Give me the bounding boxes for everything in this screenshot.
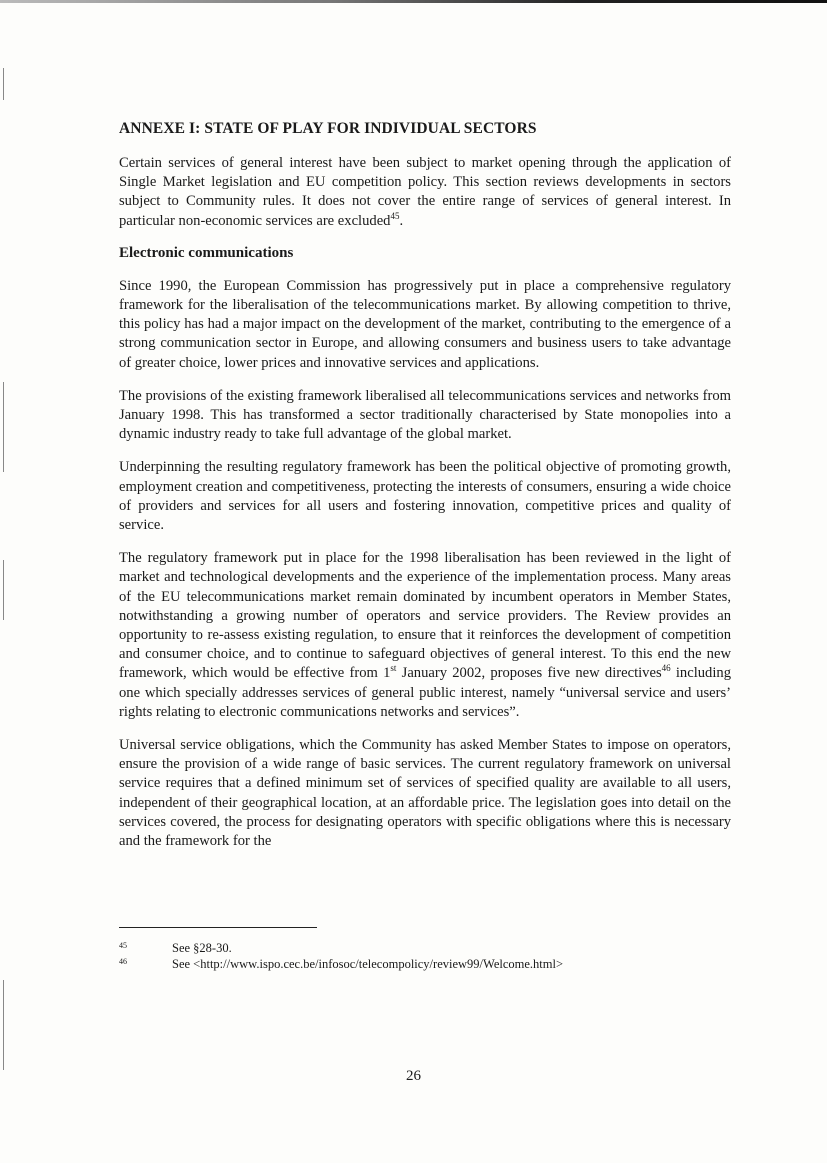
footnote-ref-46: 46 <box>661 663 671 674</box>
superscript-st: st <box>390 663 397 674</box>
intro-tail: . <box>399 212 404 229</box>
review-text-2: January 2002, proposes five new directives <box>396 665 662 682</box>
section-heading: Electronic communications <box>119 244 294 261</box>
page-number: 26 <box>406 1068 421 1084</box>
footnote <box>119 940 679 956</box>
footnotes <box>119 940 679 972</box>
scan-edge-mark <box>3 68 4 100</box>
universal-service-paragraph: Universal service obligations, which the Community has asked Member States to impose on operators, ensure the provision of a wide range of basic services. The current regulatory framework on universal service requires that a defined minimum set of services of specified quality are available to all users, independent of their geographical location, at an affordable price. The legislation goes into detail on the services covered, the process for designating operators with specific obligations where this is necessary and the framework for the <box>119 737 731 850</box>
annex-title: ANNEXE I: STATE OF PLAY FOR INDIVIDUAL SECTORS <box>119 120 537 137</box>
footnote-number: 45 <box>119 941 127 950</box>
review-paragraph <box>119 549 731 722</box>
review-text-3: including one which specially addresses services of general public interest, namely “universal service and users’ rights relating to electronic communications networks and services”. <box>119 665 731 720</box>
top-scan-border <box>0 0 827 3</box>
footnote-link[interactable]: See <http://www.ispo.cec.be/infosoc/telecompolicy/review99/Welcome.html> <box>172 957 563 971</box>
scan-edge-mark <box>3 382 4 472</box>
document-page <box>119 120 731 865</box>
scan-edge-mark <box>3 560 4 620</box>
intro-text: Certain services of general interest have been subject to market opening through the application of Single Market legislation and EU competition policy. This section reviews developments in sectors subject to Community rules. It does not cover the entire range of services of general interest. In particular non-economic services are excluded <box>119 155 731 229</box>
review-text-1: The regulatory framework put in place for the 1998 liberalisation has been reviewed in the light of market and technological developments and the experience of the implementation process. Many areas of the EU telecommunications market remain dominated by incumbent operators in Member States, notwithstanding a growing number of operators and service providers. The Review provides an opportunity to re-assess existing regulation, to ensure that it reinforces the development of competition and consumer choice, and to continue to safeguard objectives of general interest. To this end the new framework, which would be effective from 1 <box>119 550 731 682</box>
intro-paragraph <box>119 154 731 231</box>
footnote-separator <box>119 927 317 928</box>
paragraph: Since 1990, the European Commission has progressively put in place a comprehensive regulatory framework for the liberalisation of the telecommunications market. By allowing competition to thrive, this policy has had a major impact on the development of the market, contributing to the emergence of a strong communication sector in Europe, and allowing consumers and business users to take advantage of greater choice, lower prices and innovative services and applications. <box>119 277 731 371</box>
paragraph: The provisions of the existing framework liberalised all telecommunications services and networks from January 1998. This has transformed a sector traditionally characterised by State monopolies into a dynamic industry ready to take full advantage of the global market. <box>119 387 731 443</box>
footnote-number: 46 <box>119 957 127 966</box>
footnote-text: See §28-30. <box>172 941 232 955</box>
footnote <box>119 956 679 972</box>
paragraph: Underpinning the resulting regulatory framework has been the political objective of promoting growth, employment creation and competitiveness, protecting the interests of consumers, ensuring a wide choice of providers and services for all users and fostering innovation, competitive prices and quality of service. <box>119 459 731 534</box>
footnote-ref-45: 45 <box>390 210 400 221</box>
scan-edge-mark <box>3 980 4 1070</box>
